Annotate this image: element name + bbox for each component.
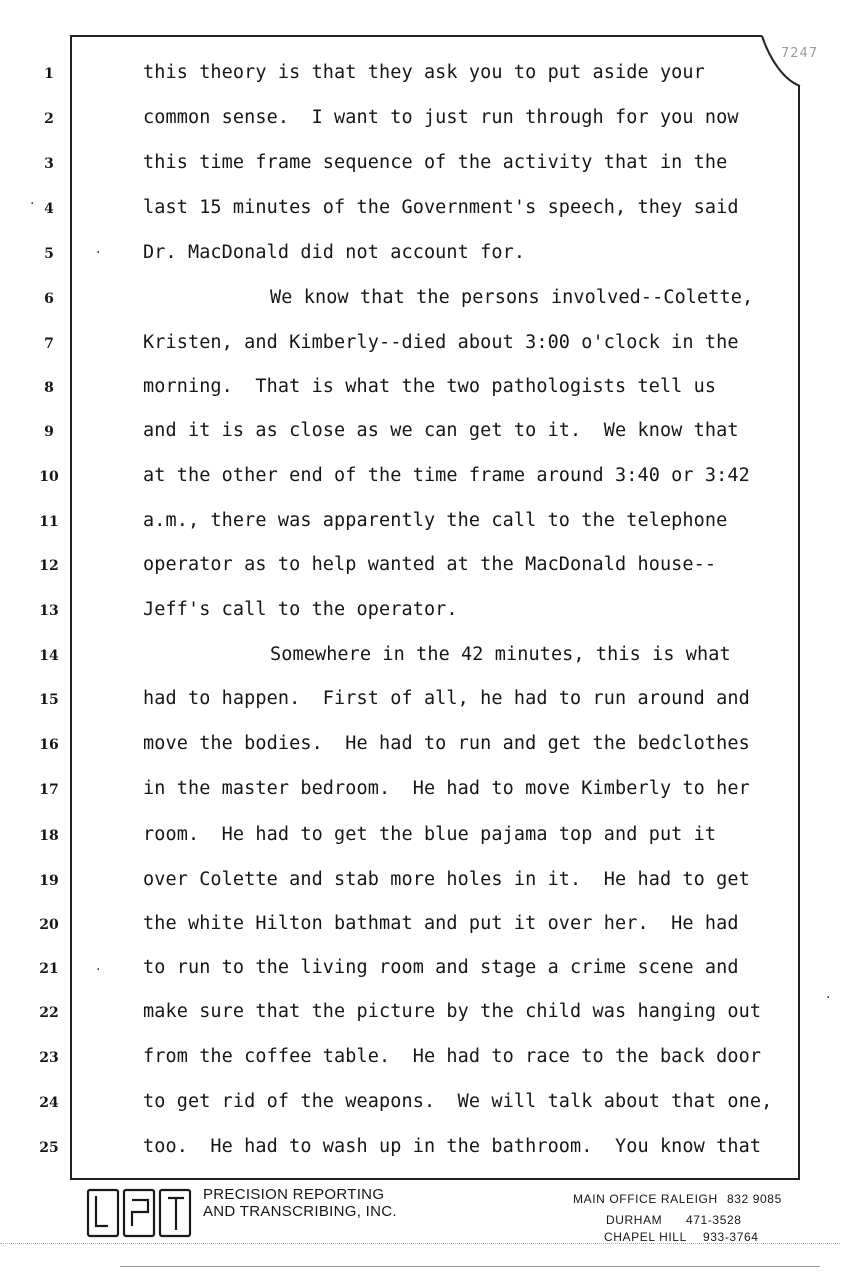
transcript-line: Jeff's call to the operator.	[143, 599, 458, 620]
line-number: 18	[39, 828, 59, 844]
footer-rule	[120, 1266, 820, 1267]
transcript-line: at the other end of the time frame around 3:40 or 3:42	[143, 465, 750, 486]
transcript-line: We know that the persons involved--Colette,	[270, 287, 754, 308]
office-label: MAIN OFFICE RALEIGH	[573, 1192, 718, 1206]
frame-bottom-rule	[70, 1178, 800, 1180]
transcript-line: this time frame sequence of the activity that in the	[143, 152, 728, 173]
stray-mark: ·	[30, 196, 35, 212]
transcript-line: common sense. I want to just run through for you now	[143, 107, 739, 128]
bates-stamp: 7247	[781, 46, 819, 61]
line-number: 23	[39, 1050, 59, 1066]
transcript-line: morning. That is what the two pathologists tell us	[143, 376, 717, 397]
office-phone: 933-3764	[703, 1230, 759, 1244]
transcript-line: Dr. MacDonald did not account for.	[143, 242, 526, 263]
transcript-line: make sure that the picture by the child was hanging out	[143, 1001, 762, 1022]
line-number: 25	[39, 1140, 59, 1156]
line-number: 16	[39, 737, 59, 753]
line-number: 12	[39, 558, 59, 574]
line-number: 13	[39, 603, 59, 619]
stray-mark: ·	[826, 990, 831, 1006]
company-name-line2: AND TRANSCRIBING, INC.	[203, 1203, 397, 1220]
transcript-line: operator as to help wanted at the MacDonald house--	[143, 554, 717, 575]
line-number: 5	[44, 246, 54, 262]
transcript-line: a.m., there was apparently the call to the telephone	[143, 510, 728, 531]
transcript-line: and it is as close as we can get to it. We know that	[143, 420, 739, 441]
line-number: 22	[39, 1005, 59, 1021]
transcript-line: had to happen. First of all, he had to run around and	[143, 688, 750, 709]
transcript-line: too. He had to wash up in the bathroom. You know that	[143, 1136, 762, 1157]
office-label: DURHAM	[606, 1213, 663, 1227]
transcript-line: over Colette and stab more holes in it. He had to get	[143, 869, 750, 890]
transcript-line: to get rid of the weapons. We will talk about that one,	[143, 1091, 773, 1112]
line-number: 15	[39, 692, 59, 708]
transcript-line: last 15 minutes of the Government's speech, they said	[143, 197, 739, 218]
line-number: 6	[44, 291, 54, 307]
transcript-line: this theory is that they ask you to put aside your	[143, 62, 705, 83]
line-number: 4	[44, 201, 54, 217]
line-number: 20	[39, 917, 59, 933]
line-number: 19	[39, 873, 59, 889]
office-phone: 832 9085	[727, 1192, 782, 1206]
line-number: 14	[39, 648, 59, 664]
reporter-logo	[86, 1186, 196, 1242]
line-number: 17	[39, 782, 59, 798]
transcript-line: Somewhere in the 42 minutes, this is what	[270, 644, 731, 665]
line-number: 2	[44, 111, 54, 127]
transcript-line: from the coffee table. He had to race to the back door	[143, 1046, 762, 1067]
line-number: 7	[44, 336, 54, 352]
stray-mark: ·	[96, 962, 101, 978]
line-number: 10	[39, 469, 59, 485]
frame-left-rule	[70, 36, 72, 1180]
transcript-line: to run to the living room and stage a crime scene and	[143, 957, 739, 978]
frame-top-rule	[70, 35, 762, 37]
stray-mark: ·	[96, 245, 101, 261]
frame-right-rule	[798, 86, 800, 1180]
transcript-line: Kristen, and Kimberly--died about 3:00 o'clock in the	[143, 332, 739, 353]
office-label: CHAPEL HILL	[604, 1230, 687, 1244]
line-number: 11	[39, 514, 59, 530]
transcript-line: in the master bedroom. He had to move Kimberly to her	[143, 778, 750, 799]
line-number: 3	[44, 156, 54, 172]
footer-dotted-rule	[0, 1243, 840, 1245]
transcript-line: the white Hilton bathmat and put it over her. He had	[143, 913, 739, 934]
transcript-line: move the bodies. He had to run and get the bedclothes	[143, 733, 750, 754]
line-number: 8	[44, 380, 54, 396]
line-number: 9	[44, 424, 54, 440]
line-number: 1	[44, 66, 54, 82]
company-name: PRECISION REPORTING	[203, 1186, 385, 1203]
transcript-line: room. He had to get the blue pajama top and put it	[143, 824, 717, 845]
line-number: 24	[39, 1095, 59, 1111]
office-phone: 471-3528	[686, 1213, 742, 1227]
line-number: 21	[39, 961, 59, 977]
